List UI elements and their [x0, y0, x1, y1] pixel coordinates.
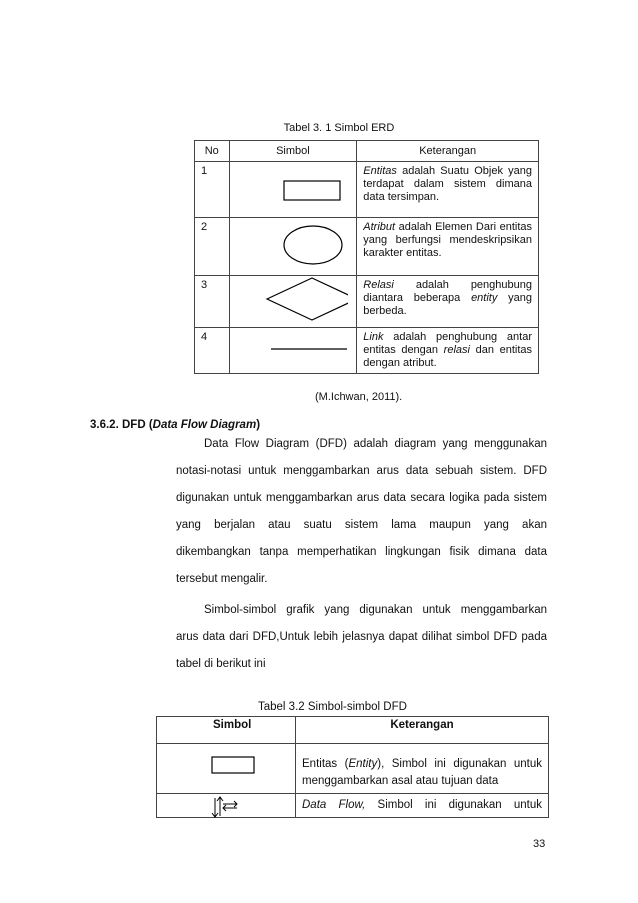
erd-header-desc: Keterangan: [357, 141, 539, 162]
erd-header-no: No: [195, 141, 230, 162]
paragraph-line: dikembangkan tanpa memperhatikan lingkungan fisik dimana data: [176, 546, 547, 558]
dfd-header-desc: Keterangan: [296, 717, 549, 744]
paragraph-line: Data Flow Diagram (DFD) adalah diagram yang menggunakan: [204, 438, 547, 450]
erd-row-attribute: [195, 218, 539, 276]
erd-row-relation: [195, 276, 539, 328]
dfd-table-caption: Tabel 3.2 Simbol-simbol DFD: [258, 701, 407, 713]
erd-header-row: [195, 141, 539, 162]
erd-row-desc: Entitas adalah Suatu Objek yang terdapat dalam sistem dimana data tersimpan.: [357, 162, 539, 218]
erd-symbol-table: [194, 140, 539, 374]
erd-row-no: 4: [195, 328, 230, 374]
line-icon: [230, 328, 348, 368]
page-number: 33: [533, 838, 546, 850]
section-title-part: DFD (: [121, 419, 153, 431]
section-title-part: ): [256, 419, 261, 431]
dfd-row-entity: [157, 744, 549, 794]
dfd-row-desc: Data Flow, Simbol ini digunakan untuk: [296, 794, 549, 818]
paragraph-line: tersebut mengalir.: [176, 573, 268, 585]
diamond-icon: [230, 276, 348, 326]
dfd-symbol-table: [156, 716, 549, 818]
erd-source-citation: (M.Ichwan, 2011).: [315, 391, 403, 403]
erd-row-link: [195, 328, 539, 374]
data-flow-arrow-symbol: [157, 794, 296, 818]
paragraph-line: digunakan untuk menggambarkan arus data secara logika pada sistem: [176, 492, 547, 504]
erd-row-desc: Atribut adalah Elemen Dari entitas yang berfungsi mendeskripsikan karakter entitas.: [357, 218, 539, 276]
entity-rectangle-symbol: [229, 162, 357, 218]
attribute-ellipse-symbol: [229, 218, 357, 276]
dfd-row-dataflow: [157, 794, 549, 818]
section-title-italic: Data Flow Diagram: [152, 419, 257, 431]
relation-diamond-symbol: [229, 276, 357, 328]
paragraph-line: notasi-notasi untuk menggambarkan arus data sebuah sistem. DFD: [176, 465, 547, 477]
section-heading: [90, 419, 260, 431]
dfd-header-row: [157, 717, 549, 744]
dfd-header-symbol: Simbol: [157, 717, 296, 744]
dfd-symbols-paragraph: [176, 597, 547, 678]
paragraph-line: tabel di berikut ini: [176, 658, 266, 670]
rectangle-icon: [157, 744, 297, 794]
erd-table-caption: Tabel 3. 1 Simbol ERD: [283, 122, 395, 134]
paragraph-line: Simbol-simbol grafik yang digunakan untuk menggambarkan: [204, 604, 547, 616]
link-line-symbol: [229, 328, 357, 374]
erd-row-desc: Relasi adalah penghubung diantara beberapa entity yang berbeda.: [357, 276, 539, 328]
paragraph-line: yang berjalan atau suatu sistem lama maupun yang akan: [176, 519, 547, 531]
ellipse-icon: [230, 218, 348, 274]
erd-row-no: 2: [195, 218, 230, 276]
erd-row-desc: Link adalah penghubung antar entitas dengan relasi dan entitas dengan atribut.: [357, 328, 539, 374]
erd-row-no: 1: [195, 162, 230, 218]
erd-header-symbol: Simbol: [229, 141, 357, 162]
erd-row-entity: [195, 162, 539, 218]
entity-box-symbol: [157, 744, 296, 794]
dfd-intro-paragraph: [176, 431, 547, 593]
erd-row-no: 3: [195, 276, 230, 328]
arrow-icon: [157, 794, 297, 818]
dfd-row-desc: Entitas (Entity), Simbol ini digunakan untuk menggambarkan asal atau tujuan data: [296, 744, 549, 794]
rectangle-icon: [230, 162, 348, 212]
section-number: 3.6.2.: [90, 419, 119, 431]
paragraph-line: arus data dari DFD,Untuk lebih jelasnya dapat dilihat simbol DFD pada: [176, 631, 547, 643]
